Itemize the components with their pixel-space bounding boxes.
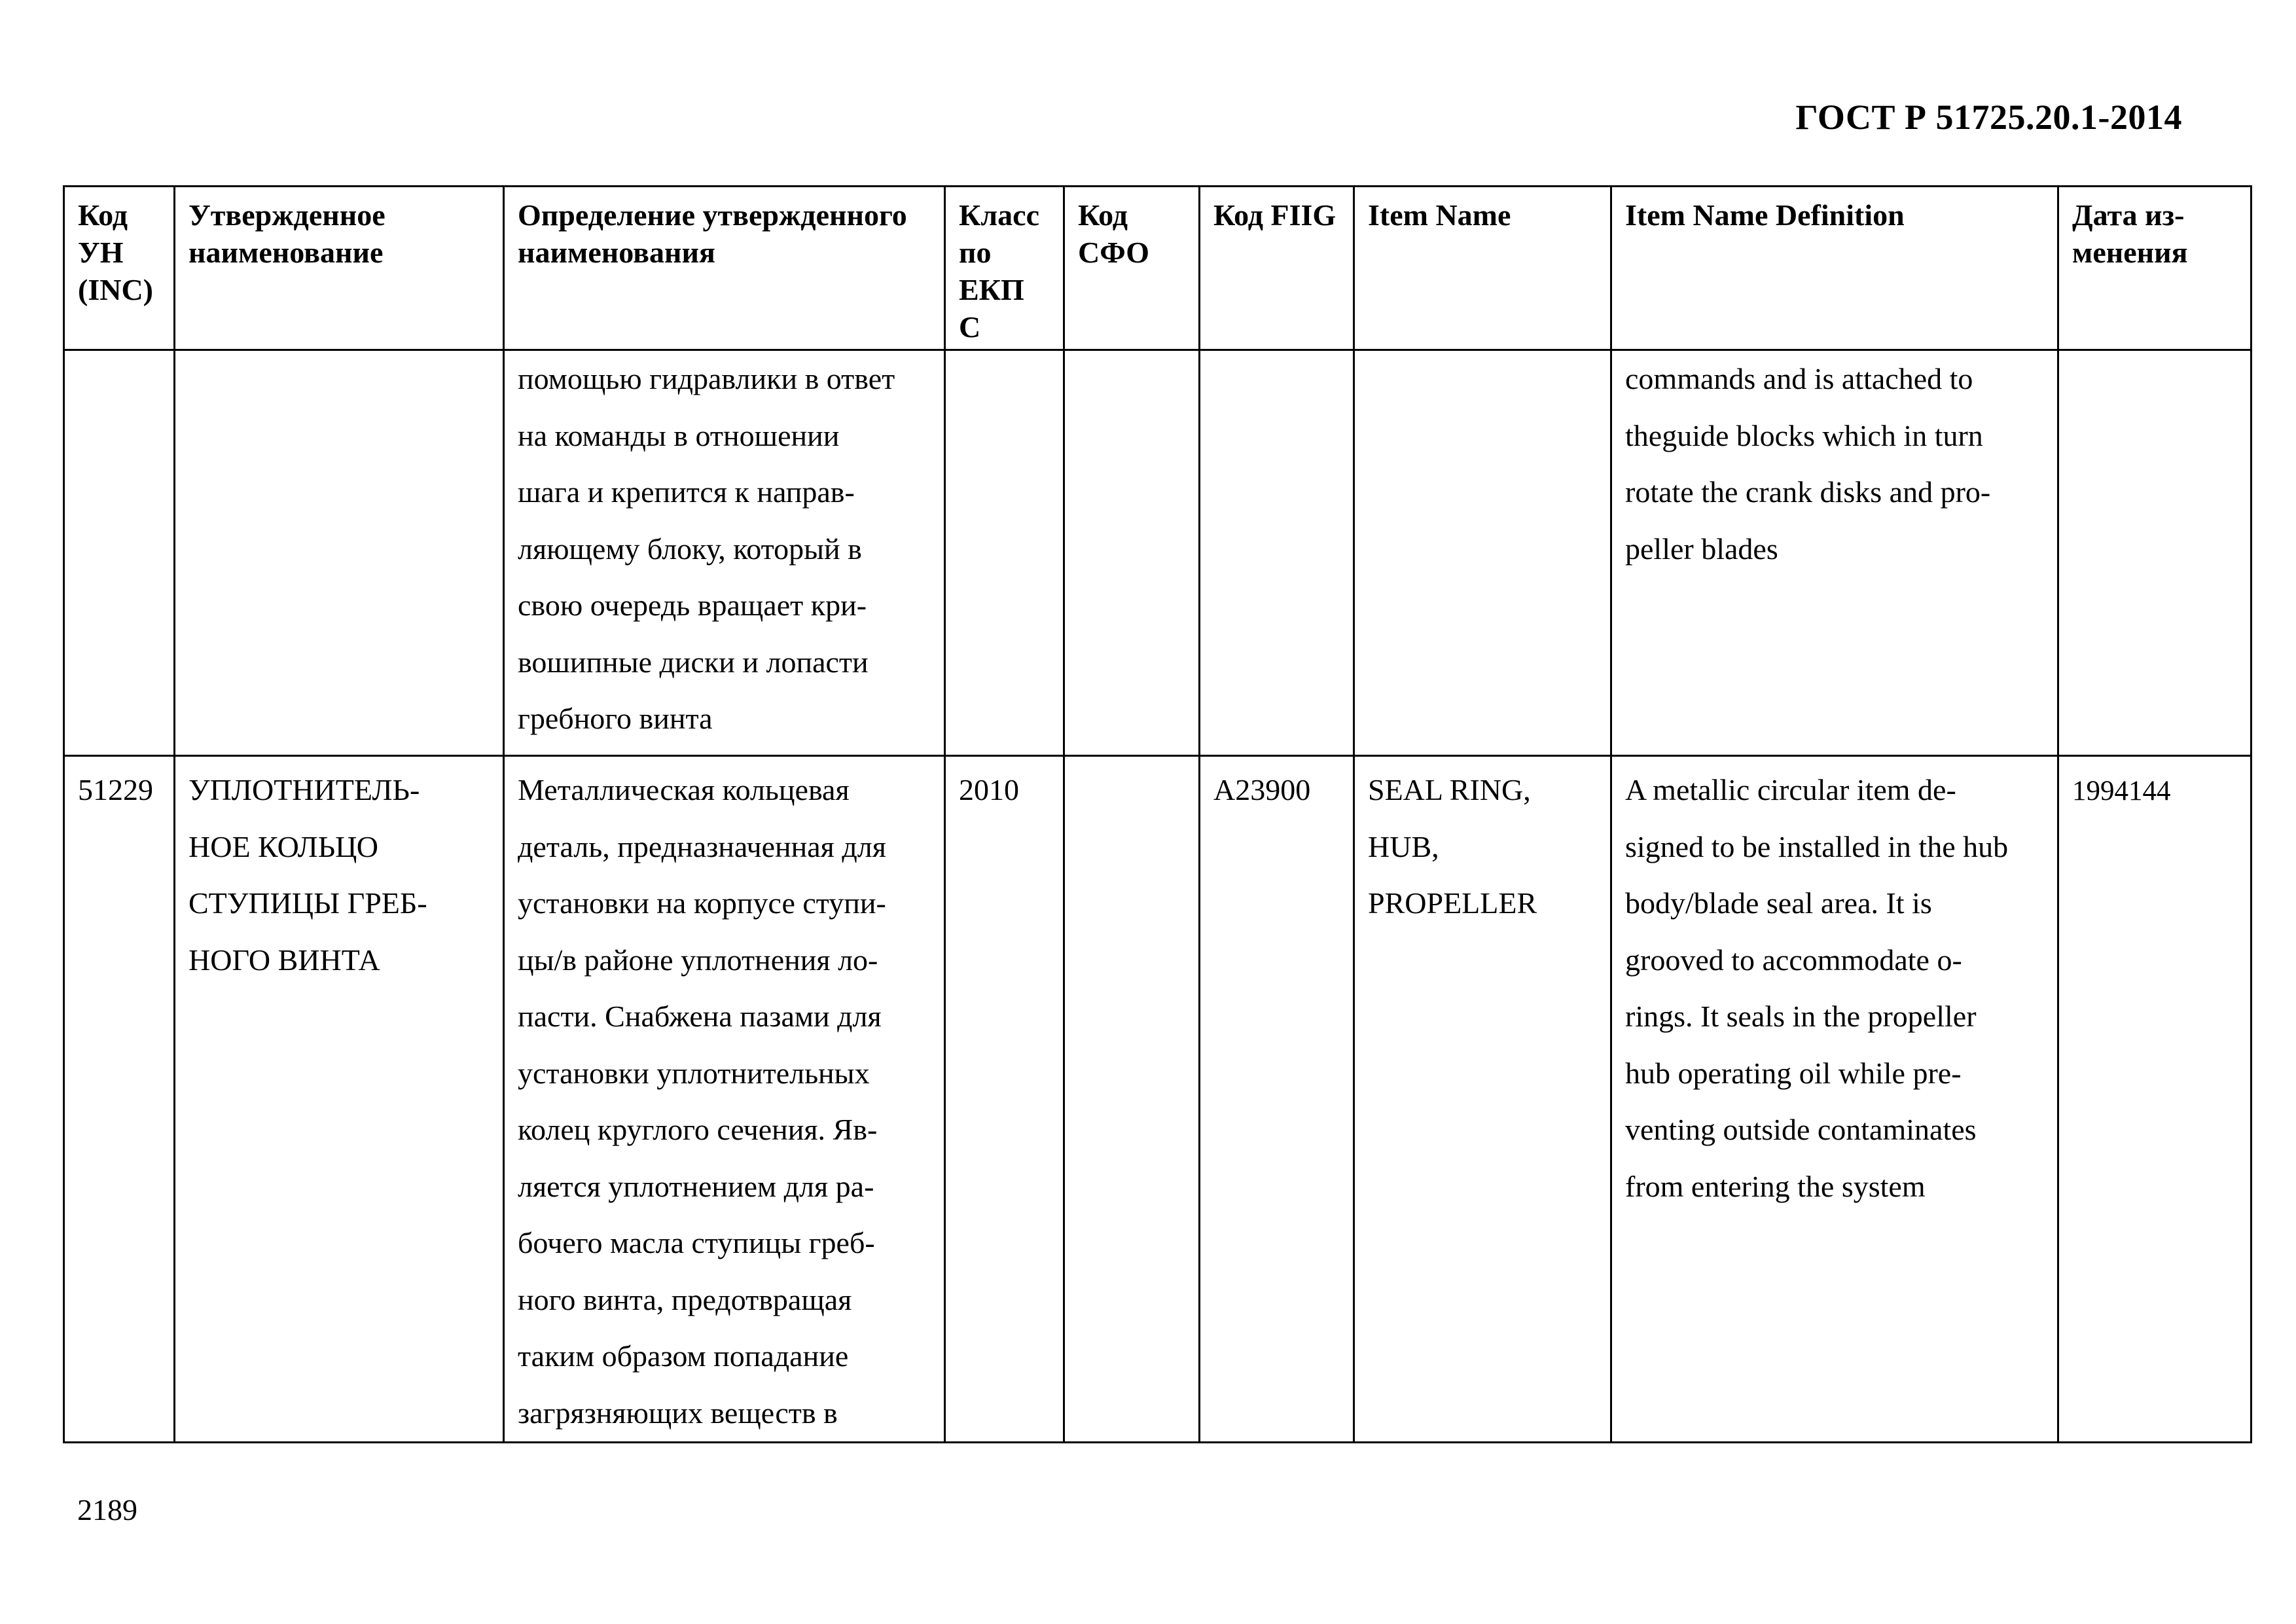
column-header-definition: Определение утвержденного наименования xyxy=(504,187,945,350)
table-header-row xyxy=(64,187,2251,350)
cell-inc: 51229 xyxy=(64,756,175,1443)
column-header-item-definition: Item Name Definition xyxy=(1611,187,2058,350)
table-row xyxy=(64,350,2251,756)
cell-definition: Металлическая кольцевая деталь, предназначенная для установки на корпусе ступи- цы/в районе уплотнения ло- пасти. Снабжена пазами для установки уплотнительных колец круглого сечения. Яв- ляется уплотнением для ра- бочего масла ступицы греб- ного винта, предотвращая таким образом попадание загрязняющих веществ в xyxy=(504,756,945,1443)
table-row xyxy=(64,756,2251,1443)
cell-item-name: SEAL RING, HUB, PROPELLER xyxy=(1354,756,1611,1443)
cell-date xyxy=(2058,350,2251,756)
cell-date: 1994144 xyxy=(2058,756,2251,1443)
column-header-class: Класс по ЕКП С xyxy=(945,187,1064,350)
cell-approved-name xyxy=(175,350,504,756)
cell-approved-name: УПЛОТНИТЕЛЬ- НОЕ КОЛЬЦО СТУПИЦЫ ГРЕБ- НОГО ВИНТА xyxy=(175,756,504,1443)
cell-sfo xyxy=(1064,350,1200,756)
cell-item-definition: A metallic circular item de- signed to be installed in the hub body/blade seal area. It is grooved to accommodate o- rings. It seals in the propeller hub operating oil while pre- venting outside contaminates from entering the system xyxy=(1611,756,2058,1443)
column-header-inc: Код УН (INC) xyxy=(64,187,175,350)
column-header-sfo: Код СФО xyxy=(1064,187,1200,350)
cell-sfo xyxy=(1064,756,1200,1443)
column-header-date: Дата из-менения xyxy=(2058,187,2251,350)
page-number: 2189 xyxy=(77,1493,137,1526)
cell-class xyxy=(945,350,1064,756)
document-standard-header: ГОСТ Р 51725.20.1-2014 xyxy=(1795,98,2182,137)
cell-item-definition: commands and is attached to theguide blocks which in turn rotate the crank disks and pro- peller blades xyxy=(1611,350,2058,756)
cell-inc xyxy=(64,350,175,756)
classifier-table xyxy=(63,185,2252,1443)
column-header-approved-name: Утвержденное наименование xyxy=(175,187,504,350)
cell-fiig: A23900 xyxy=(1200,756,1354,1443)
cell-class: 2010 xyxy=(945,756,1064,1443)
cell-definition: помощью гидравлики в ответ на команды в отношении шага и крепится к направ- ляющему блоку, который в свою очередь вращает кри- вошипные диски и лопасти гребного винта xyxy=(504,350,945,756)
cell-item-name xyxy=(1354,350,1611,756)
cell-fiig xyxy=(1200,350,1354,756)
column-header-fiig: Код FIIG xyxy=(1200,187,1354,350)
column-header-item-name: Item Name xyxy=(1354,187,1611,350)
